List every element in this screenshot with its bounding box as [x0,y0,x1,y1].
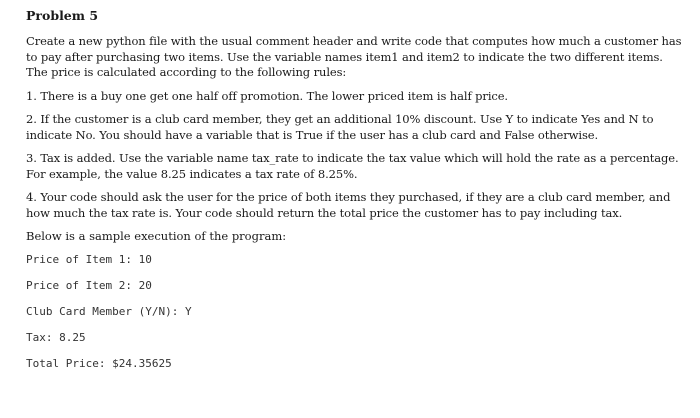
rule-1: 1. There is a buy one get one half off promotion. The lower priced item is half price. [26,88,508,103]
problem-intro: Create a new python file with the usual comment header and write code that computes how much a customer has to pay after purchasing two items. Use the variable names item1 and item2 to indicate the two different items. The price is calculated according to the following rules: [26,34,682,79]
problem-document [26,8,686,371]
sample-line-tax: Tax: 8.25 [26,330,86,344]
rule-3: 3. Tax is added. Use the variable name tax_rate to indicate the tax value which will hold the rate as a percentage. For example, the value 8.25 indicates a tax rate of 8.25%. [26,151,679,181]
sample-line-item2: Price of Item 2: 20 [26,278,152,292]
sample-line-total: Total Price: $24.35625 [26,356,172,370]
rule-4: 4. Your code should ask the user for the price of both items they purchased, if they are a club card member, and how much the tax rate is. Your code should return the total price the customer has to pay including tax. [26,190,671,220]
sample-output [26,253,686,371]
sample-intro: Below is a sample execution of the program: [26,229,287,243]
sample-line-club-card: Club Card Member (Y/N): Y [26,304,192,318]
rule-2: 2. If the customer is a club card member, they get an additional 10% discount. Use Y to indicate Yes and N to indicate No. You should have a variable that is True if the user has a club card and False otherwise. [26,112,654,142]
sample-line-item1: Price of Item 1: 10 [26,252,152,266]
problem-title: Problem 5 [26,8,99,23]
